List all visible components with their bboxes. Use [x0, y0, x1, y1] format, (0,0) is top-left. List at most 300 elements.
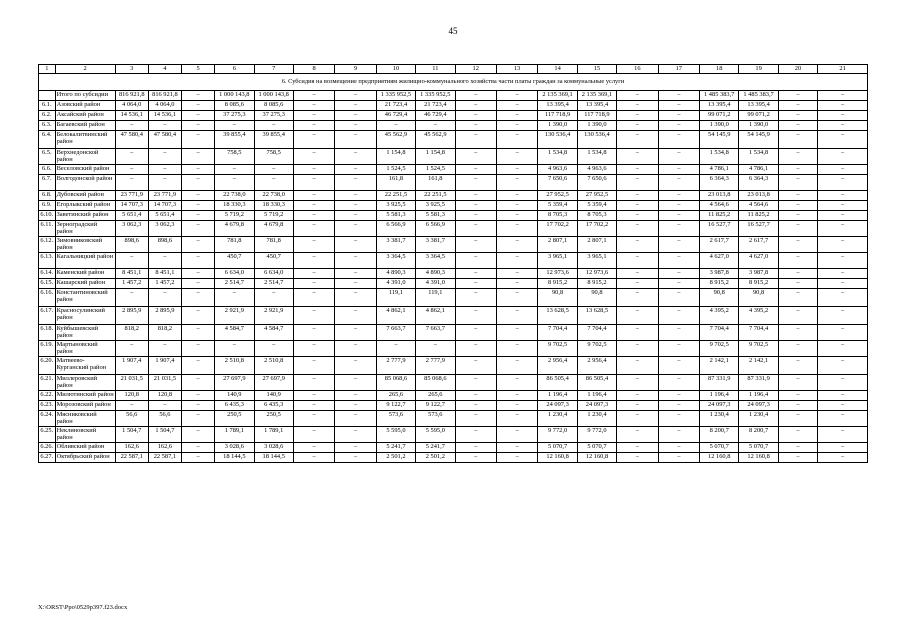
value-cell: 5 581,3 — [376, 211, 415, 221]
value-cell: 1 907,4 — [148, 357, 181, 375]
value-cell: – — [617, 357, 658, 375]
value-cell: – — [778, 443, 817, 453]
value-cell: 4 890,3 — [376, 269, 415, 279]
footer-file-path: X:\ORST\Ppo\0529p397.f23.docx — [38, 604, 128, 611]
value-cell: 14 707,3 — [148, 201, 181, 211]
value-cell: 2 510,8 — [215, 357, 254, 375]
value-cell: 1 524,5 — [416, 165, 455, 175]
value-cell: – — [181, 191, 214, 201]
value-cell: – — [335, 341, 376, 357]
value-cell: – — [455, 453, 496, 463]
value-cell: – — [496, 325, 537, 341]
value-cell: 781,8 — [215, 237, 254, 253]
value-cell: 9 702,5 — [739, 341, 778, 357]
value-cell: – — [254, 289, 293, 307]
value-cell: – — [335, 211, 376, 221]
value-cell: 3 028,6 — [254, 443, 293, 453]
value-cell: 898,6 — [115, 237, 148, 253]
value-cell: – — [496, 111, 537, 121]
value-cell: 27 697,9 — [254, 375, 293, 391]
value-cell: – — [335, 91, 376, 101]
value-cell: – — [455, 191, 496, 201]
table-row — [39, 375, 868, 391]
value-cell: – — [658, 131, 699, 149]
value-cell: – — [496, 443, 537, 453]
value-cell: – — [181, 269, 214, 279]
value-cell: – — [658, 411, 699, 427]
value-cell: – — [658, 427, 699, 443]
value-cell: 1 789,1 — [254, 427, 293, 443]
value-cell: – — [455, 427, 496, 443]
value-cell: – — [658, 289, 699, 307]
value-cell: – — [181, 325, 214, 341]
value-cell: 6 435,3 — [254, 401, 293, 411]
value-cell: – — [778, 411, 817, 427]
value-cell: 5 719,2 — [215, 211, 254, 221]
value-cell: 27 952,5 — [577, 191, 616, 201]
table-row — [39, 131, 868, 149]
value-cell: – — [115, 165, 148, 175]
value-cell: 3 062,3 — [148, 221, 181, 237]
value-cell: – — [115, 289, 148, 307]
value-cell: 16 527,7 — [739, 221, 778, 237]
table-row — [39, 237, 868, 253]
value-cell: – — [778, 401, 817, 411]
value-cell: – — [148, 289, 181, 307]
value-cell: 24 097,3 — [739, 401, 778, 411]
table-row — [39, 101, 868, 111]
value-cell: – — [617, 443, 658, 453]
value-cell: – — [658, 279, 699, 289]
value-cell: – — [215, 289, 254, 307]
value-cell: – — [658, 201, 699, 211]
value-cell: 8 085,6 — [254, 101, 293, 111]
column-number-cell: 3 — [115, 65, 148, 74]
value-cell: 3 965,1 — [538, 253, 577, 269]
value-cell: 5 070,7 — [739, 443, 778, 453]
value-cell: 17 702,2 — [577, 221, 616, 237]
value-cell: 3 925,5 — [416, 201, 455, 211]
value-cell: – — [181, 401, 214, 411]
value-cell: 3 965,1 — [577, 253, 616, 269]
value-cell: – — [335, 131, 376, 149]
row-number: 6.27. — [39, 453, 56, 463]
value-cell: – — [778, 289, 817, 307]
value-cell: 90,8 — [700, 289, 739, 307]
value-cell: 86 505,4 — [577, 375, 616, 391]
value-cell: 6 634,0 — [254, 269, 293, 279]
value-cell: – — [818, 443, 868, 453]
value-cell: – — [335, 279, 376, 289]
municipality-name: Морозовский район — [55, 401, 115, 411]
value-cell: – — [335, 149, 376, 165]
value-cell: 4 786,1 — [739, 165, 778, 175]
value-cell: 87 331,9 — [700, 375, 739, 391]
value-cell: – — [115, 341, 148, 357]
value-cell: 13 628,5 — [577, 307, 616, 325]
value-cell: – — [818, 211, 868, 221]
value-cell: – — [455, 269, 496, 279]
value-cell: – — [115, 121, 148, 131]
value-cell: – — [778, 131, 817, 149]
value-cell: – — [335, 325, 376, 341]
value-cell: – — [778, 91, 817, 101]
value-cell: – — [778, 391, 817, 401]
value-cell: – — [778, 165, 817, 175]
row-number: 6.13. — [39, 253, 56, 269]
row-number: 6.18. — [39, 325, 56, 341]
value-cell: 450,7 — [215, 253, 254, 269]
value-cell: 22 251,5 — [376, 191, 415, 201]
value-cell: – — [778, 111, 817, 121]
value-cell: 8 915,2 — [700, 279, 739, 289]
value-cell: 1 154,8 — [416, 149, 455, 165]
value-cell: – — [455, 307, 496, 325]
value-cell: 2 956,4 — [538, 357, 577, 375]
table-row — [39, 427, 868, 443]
value-cell: 9 122,7 — [376, 401, 415, 411]
value-cell: – — [496, 121, 537, 131]
value-cell: – — [496, 175, 537, 191]
value-cell: – — [617, 101, 658, 111]
row-number: 6.2. — [39, 111, 56, 121]
column-number-cell: 15 — [577, 65, 616, 74]
value-cell: – — [455, 211, 496, 221]
value-cell: 1 335 952,5 — [376, 91, 415, 101]
value-cell: 3 381,7 — [416, 237, 455, 253]
value-cell: – — [617, 453, 658, 463]
value-cell: 2 142,1 — [739, 357, 778, 375]
value-cell: – — [617, 91, 658, 101]
table-row — [39, 165, 868, 175]
value-cell: – — [496, 391, 537, 401]
row-number: 6.14. — [39, 269, 56, 279]
value-cell: 781,8 — [254, 237, 293, 253]
value-cell: – — [818, 411, 868, 427]
municipality-name: Багаевский район — [55, 121, 115, 131]
column-number-cell: 19 — [739, 65, 778, 74]
column-number-cell: 12 — [455, 65, 496, 74]
value-cell: – — [376, 341, 415, 357]
value-cell: 85 068,6 — [416, 375, 455, 391]
row-number: 6.6. — [39, 165, 56, 175]
table-row — [39, 289, 868, 307]
row-number: 6.11. — [39, 221, 56, 237]
value-cell: – — [293, 175, 334, 191]
value-cell: – — [293, 131, 334, 149]
value-cell: 22 587,1 — [148, 453, 181, 463]
value-cell: 5 651,4 — [148, 211, 181, 221]
municipality-name: Куйбышевский район — [55, 325, 115, 341]
municipality-name: Аксайский район — [55, 111, 115, 121]
municipality-name: Октябрьский район — [55, 453, 115, 463]
value-cell: 6 364,3 — [700, 175, 739, 191]
value-cell: 4 786,1 — [700, 165, 739, 175]
table-row — [39, 391, 868, 401]
table-row — [39, 149, 868, 165]
value-cell: 1 196,4 — [577, 391, 616, 401]
value-cell: – — [496, 201, 537, 211]
value-cell: – — [293, 149, 334, 165]
value-cell: 90,8 — [739, 289, 778, 307]
value-cell: 1 196,4 — [700, 391, 739, 401]
value-cell: – — [293, 427, 334, 443]
value-cell: – — [496, 375, 537, 391]
value-cell: 18 144,5 — [254, 453, 293, 463]
value-cell: 4 679,8 — [215, 221, 254, 237]
value-cell: – — [617, 427, 658, 443]
municipality-name: Кагальницкий район — [55, 253, 115, 269]
value-cell: 22 738,0 — [215, 191, 254, 201]
value-cell: – — [293, 289, 334, 307]
column-number-cell: 14 — [538, 65, 577, 74]
value-cell: – — [818, 101, 868, 111]
value-cell: 8 915,2 — [538, 279, 577, 289]
value-cell: – — [293, 211, 334, 221]
value-cell: 1 154,8 — [376, 149, 415, 165]
value-cell: – — [181, 121, 214, 131]
value-cell: 5 719,2 — [254, 211, 293, 221]
value-cell: – — [335, 221, 376, 237]
value-cell: 9 772,0 — [577, 427, 616, 443]
value-cell: – — [335, 253, 376, 269]
value-cell: – — [335, 453, 376, 463]
value-cell: 7 663,7 — [376, 325, 415, 341]
value-cell: – — [416, 121, 455, 131]
value-cell: – — [658, 341, 699, 357]
value-cell: 21 723,4 — [416, 101, 455, 111]
value-cell: – — [496, 411, 537, 427]
value-cell: 5 241,7 — [416, 443, 455, 453]
value-cell: 1 000 143,8 — [254, 91, 293, 101]
value-cell: 3 062,3 — [115, 221, 148, 237]
value-cell: – — [148, 175, 181, 191]
value-cell: 4 564,6 — [739, 201, 778, 211]
value-cell: – — [455, 101, 496, 111]
value-cell: 4 064,0 — [148, 101, 181, 111]
value-cell: – — [778, 237, 817, 253]
value-cell: 9 702,5 — [538, 341, 577, 357]
column-number-cell: 4 — [148, 65, 181, 74]
table-row — [39, 221, 868, 237]
value-cell: 1 390,0 — [700, 121, 739, 131]
row-number: 6.5. — [39, 149, 56, 165]
column-number-cell: 8 — [293, 65, 334, 74]
municipality-name: Дубовский район — [55, 191, 115, 201]
value-cell: 47 580,4 — [148, 131, 181, 149]
row-number: 6.15. — [39, 279, 56, 289]
value-cell: 27 952,5 — [538, 191, 577, 201]
value-cell: 13 628,5 — [538, 307, 577, 325]
value-cell: – — [818, 91, 868, 101]
value-cell: – — [818, 175, 868, 191]
value-cell: – — [455, 165, 496, 175]
value-cell: 39 855,4 — [215, 131, 254, 149]
column-number-cell: 17 — [658, 65, 699, 74]
value-cell: – — [181, 443, 214, 453]
value-cell: 12 973,6 — [577, 269, 616, 279]
table-row — [39, 253, 868, 269]
value-cell: 11 825,2 — [700, 211, 739, 221]
row-number: 6.4. — [39, 131, 56, 149]
value-cell: – — [215, 175, 254, 191]
value-cell: 265,6 — [416, 391, 455, 401]
value-cell: – — [818, 279, 868, 289]
municipality-name: Неклиновский район — [55, 427, 115, 443]
value-cell: 4 862,1 — [416, 307, 455, 325]
value-cell: 818,2 — [148, 325, 181, 341]
value-cell: 14 707,3 — [115, 201, 148, 211]
value-cell: – — [818, 253, 868, 269]
value-cell: 1 534,8 — [577, 149, 616, 165]
value-cell: – — [293, 121, 334, 131]
table-row — [39, 121, 868, 131]
value-cell: – — [617, 279, 658, 289]
value-cell: 3 987,8 — [739, 269, 778, 279]
value-cell: 1 485 383,7 — [700, 91, 739, 101]
value-cell: 573,6 — [416, 411, 455, 427]
value-cell: – — [293, 165, 334, 175]
value-cell: – — [293, 91, 334, 101]
value-cell: 2 921,9 — [215, 307, 254, 325]
value-cell: – — [215, 341, 254, 357]
value-cell: – — [818, 201, 868, 211]
value-cell: 1 485 383,7 — [739, 91, 778, 101]
value-cell: 4 395,2 — [700, 307, 739, 325]
value-cell: – — [496, 427, 537, 443]
municipality-name: Зимовниковский район — [55, 237, 115, 253]
table-row — [39, 211, 868, 221]
value-cell: – — [293, 453, 334, 463]
value-cell: 14 536,1 — [148, 111, 181, 121]
value-cell: – — [778, 269, 817, 279]
value-cell: 162,6 — [115, 443, 148, 453]
value-cell: 56,6 — [115, 411, 148, 427]
value-cell: – — [181, 149, 214, 165]
value-cell: – — [254, 121, 293, 131]
value-cell: 5 581,3 — [416, 211, 455, 221]
value-cell: – — [778, 453, 817, 463]
value-cell: 130 536,4 — [577, 131, 616, 149]
table-row — [39, 453, 868, 463]
value-cell: 8 705,3 — [538, 211, 577, 221]
value-cell: 12 973,6 — [538, 269, 577, 279]
row-number: 6.1. — [39, 101, 56, 111]
value-cell: – — [181, 307, 214, 325]
value-cell: – — [658, 149, 699, 165]
value-cell: – — [293, 253, 334, 269]
value-cell: – — [617, 149, 658, 165]
value-cell: 2 807,1 — [577, 237, 616, 253]
value-cell: 2 135 369,1 — [577, 91, 616, 101]
row-number: 6.7. — [39, 175, 56, 191]
value-cell: 39 855,4 — [254, 131, 293, 149]
value-cell: 9 702,5 — [577, 341, 616, 357]
value-cell: 12 160,8 — [538, 453, 577, 463]
value-cell: – — [658, 191, 699, 201]
value-cell: 5 595,0 — [416, 427, 455, 443]
value-cell: 1 230,4 — [700, 411, 739, 427]
value-cell: 816 921,8 — [148, 91, 181, 101]
value-cell: – — [496, 149, 537, 165]
value-cell: 6 634,0 — [215, 269, 254, 279]
value-cell: 1 335 952,5 — [416, 91, 455, 101]
row-number: 6.20. — [39, 357, 56, 375]
value-cell: – — [293, 111, 334, 121]
value-cell: 2 617,7 — [739, 237, 778, 253]
value-cell: – — [496, 165, 537, 175]
value-cell: 13 395,4 — [700, 101, 739, 111]
value-cell: 8 085,6 — [215, 101, 254, 111]
value-cell: – — [293, 341, 334, 357]
value-cell: 1 789,1 — [215, 427, 254, 443]
row-number: 6.23. — [39, 401, 56, 411]
value-cell: 16 527,7 — [700, 221, 739, 237]
row-number: 6.3. — [39, 121, 56, 131]
value-cell: – — [617, 341, 658, 357]
value-cell: – — [181, 427, 214, 443]
value-cell: – — [148, 253, 181, 269]
value-cell: – — [455, 443, 496, 453]
value-cell: – — [617, 269, 658, 279]
value-cell: – — [455, 341, 496, 357]
value-cell: – — [496, 307, 537, 325]
value-cell: – — [617, 375, 658, 391]
value-cell: – — [818, 401, 868, 411]
value-cell: 54 145,9 — [700, 131, 739, 149]
value-cell: 3 381,7 — [376, 237, 415, 253]
value-cell: 1 230,4 — [577, 411, 616, 427]
value-cell: – — [818, 357, 868, 375]
value-cell: 99 071,2 — [700, 111, 739, 121]
table-row — [39, 269, 868, 279]
value-cell: 18 330,3 — [215, 201, 254, 211]
value-cell: 4 862,1 — [376, 307, 415, 325]
value-cell: – — [293, 201, 334, 211]
column-number-cell: 6 — [215, 65, 254, 74]
value-cell: 2 895,9 — [148, 307, 181, 325]
value-cell: – — [215, 121, 254, 131]
value-cell: 12 160,8 — [577, 453, 616, 463]
value-cell: – — [181, 91, 214, 101]
value-cell: 161,8 — [416, 175, 455, 191]
value-cell: 1 230,4 — [538, 411, 577, 427]
municipality-name: Константиновский район — [55, 289, 115, 307]
value-cell: 4 627,0 — [739, 253, 778, 269]
value-cell: – — [658, 401, 699, 411]
value-cell: – — [617, 191, 658, 201]
value-cell: – — [617, 325, 658, 341]
value-cell: – — [455, 175, 496, 191]
value-cell: 45 562,9 — [376, 131, 415, 149]
value-cell: – — [496, 91, 537, 101]
value-cell: 5 070,7 — [577, 443, 616, 453]
column-number-cell: 18 — [700, 65, 739, 74]
value-cell: 5 651,4 — [115, 211, 148, 221]
column-number-cell: 9 — [335, 65, 376, 74]
value-cell: 1 230,4 — [739, 411, 778, 427]
value-cell: 56,6 — [148, 411, 181, 427]
value-cell: 1 457,2 — [115, 279, 148, 289]
value-cell: – — [293, 391, 334, 401]
value-cell: – — [455, 149, 496, 165]
value-cell: – — [455, 411, 496, 427]
value-cell: – — [818, 237, 868, 253]
value-cell: 1 196,4 — [739, 391, 778, 401]
value-cell: – — [455, 131, 496, 149]
value-cell: 99 071,2 — [739, 111, 778, 121]
value-cell: – — [335, 269, 376, 279]
